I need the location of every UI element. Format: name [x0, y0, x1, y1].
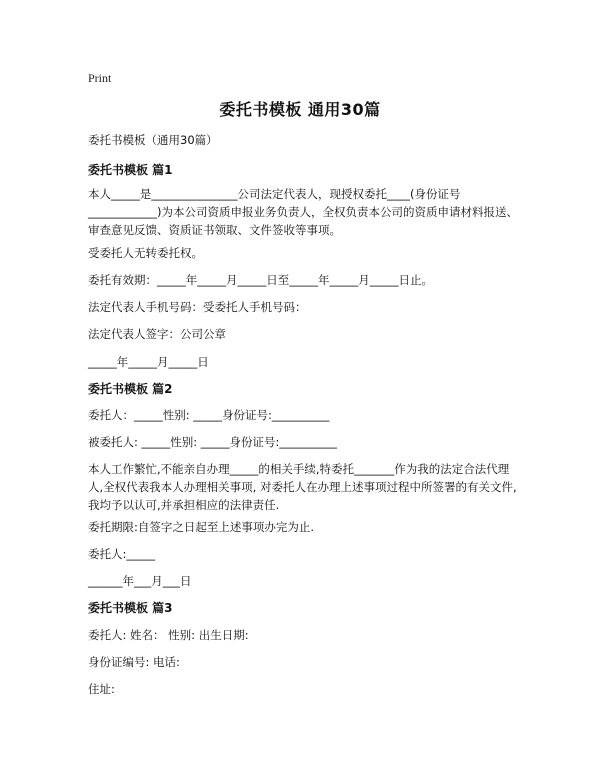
paragraph: 委托有效期：_____年_____月_____日至_____年_____月_____日止。 [88, 273, 433, 287]
paragraph: 住址: [88, 682, 115, 696]
print-label[interactable]: Print [88, 71, 112, 85]
section-heading-1: 委托书模板 篇1 [88, 163, 173, 177]
paragraph: 本人_____是_______________公司法定代表人，现授权委托____(身份证号____________)为本公司资质申报业务负责人，全权负责本公司的资质申请材料报送、审查意见反馈、资质证书领取、文件签收等事项。 [88, 187, 518, 237]
section-heading-3: 委托书模板 篇3 [88, 601, 173, 615]
paragraph: 本人工作繁忙,不能亲自办理_____的相关手续,特委托_______作为我的法定合法代理人,全权代表我本人办理相关事项, 对委托人在办理上述事项过程中所签署的有关文件,我均予以认可,并承担相应的法律责任. [88, 462, 517, 512]
document-title: 委托书模板 通用30篇 [219, 100, 381, 119]
paragraph: 委托人: 姓名： 性别: 出生日期: [88, 628, 249, 642]
paragraph: 法定代表人手机号码：受委托人手机号码： [88, 300, 307, 314]
paragraph: 身份证编号: 电话: [88, 655, 180, 669]
paragraph: ______年___月___日 [88, 574, 192, 588]
paragraph: 受委托人无转委托权。 [88, 246, 203, 260]
section-heading-2: 委托书模板 篇2 [88, 382, 173, 396]
paragraph: _____年_____月_____日 [88, 355, 209, 369]
paragraph: 被委托人: _____性别: _____身份证号:__________ [88, 435, 337, 449]
paragraph: 委托人:_____ [88, 547, 156, 561]
paragraph: 委托期限:自签字之日起至上述事项办完为止. [88, 520, 315, 534]
paragraph: 法定代表人签字：公司公章 [88, 327, 226, 341]
paragraph: 委托人：_____性别: _____身份证号:__________ [88, 408, 330, 422]
document-subtitle: 委托书模板（通用30篇） [88, 133, 218, 147]
